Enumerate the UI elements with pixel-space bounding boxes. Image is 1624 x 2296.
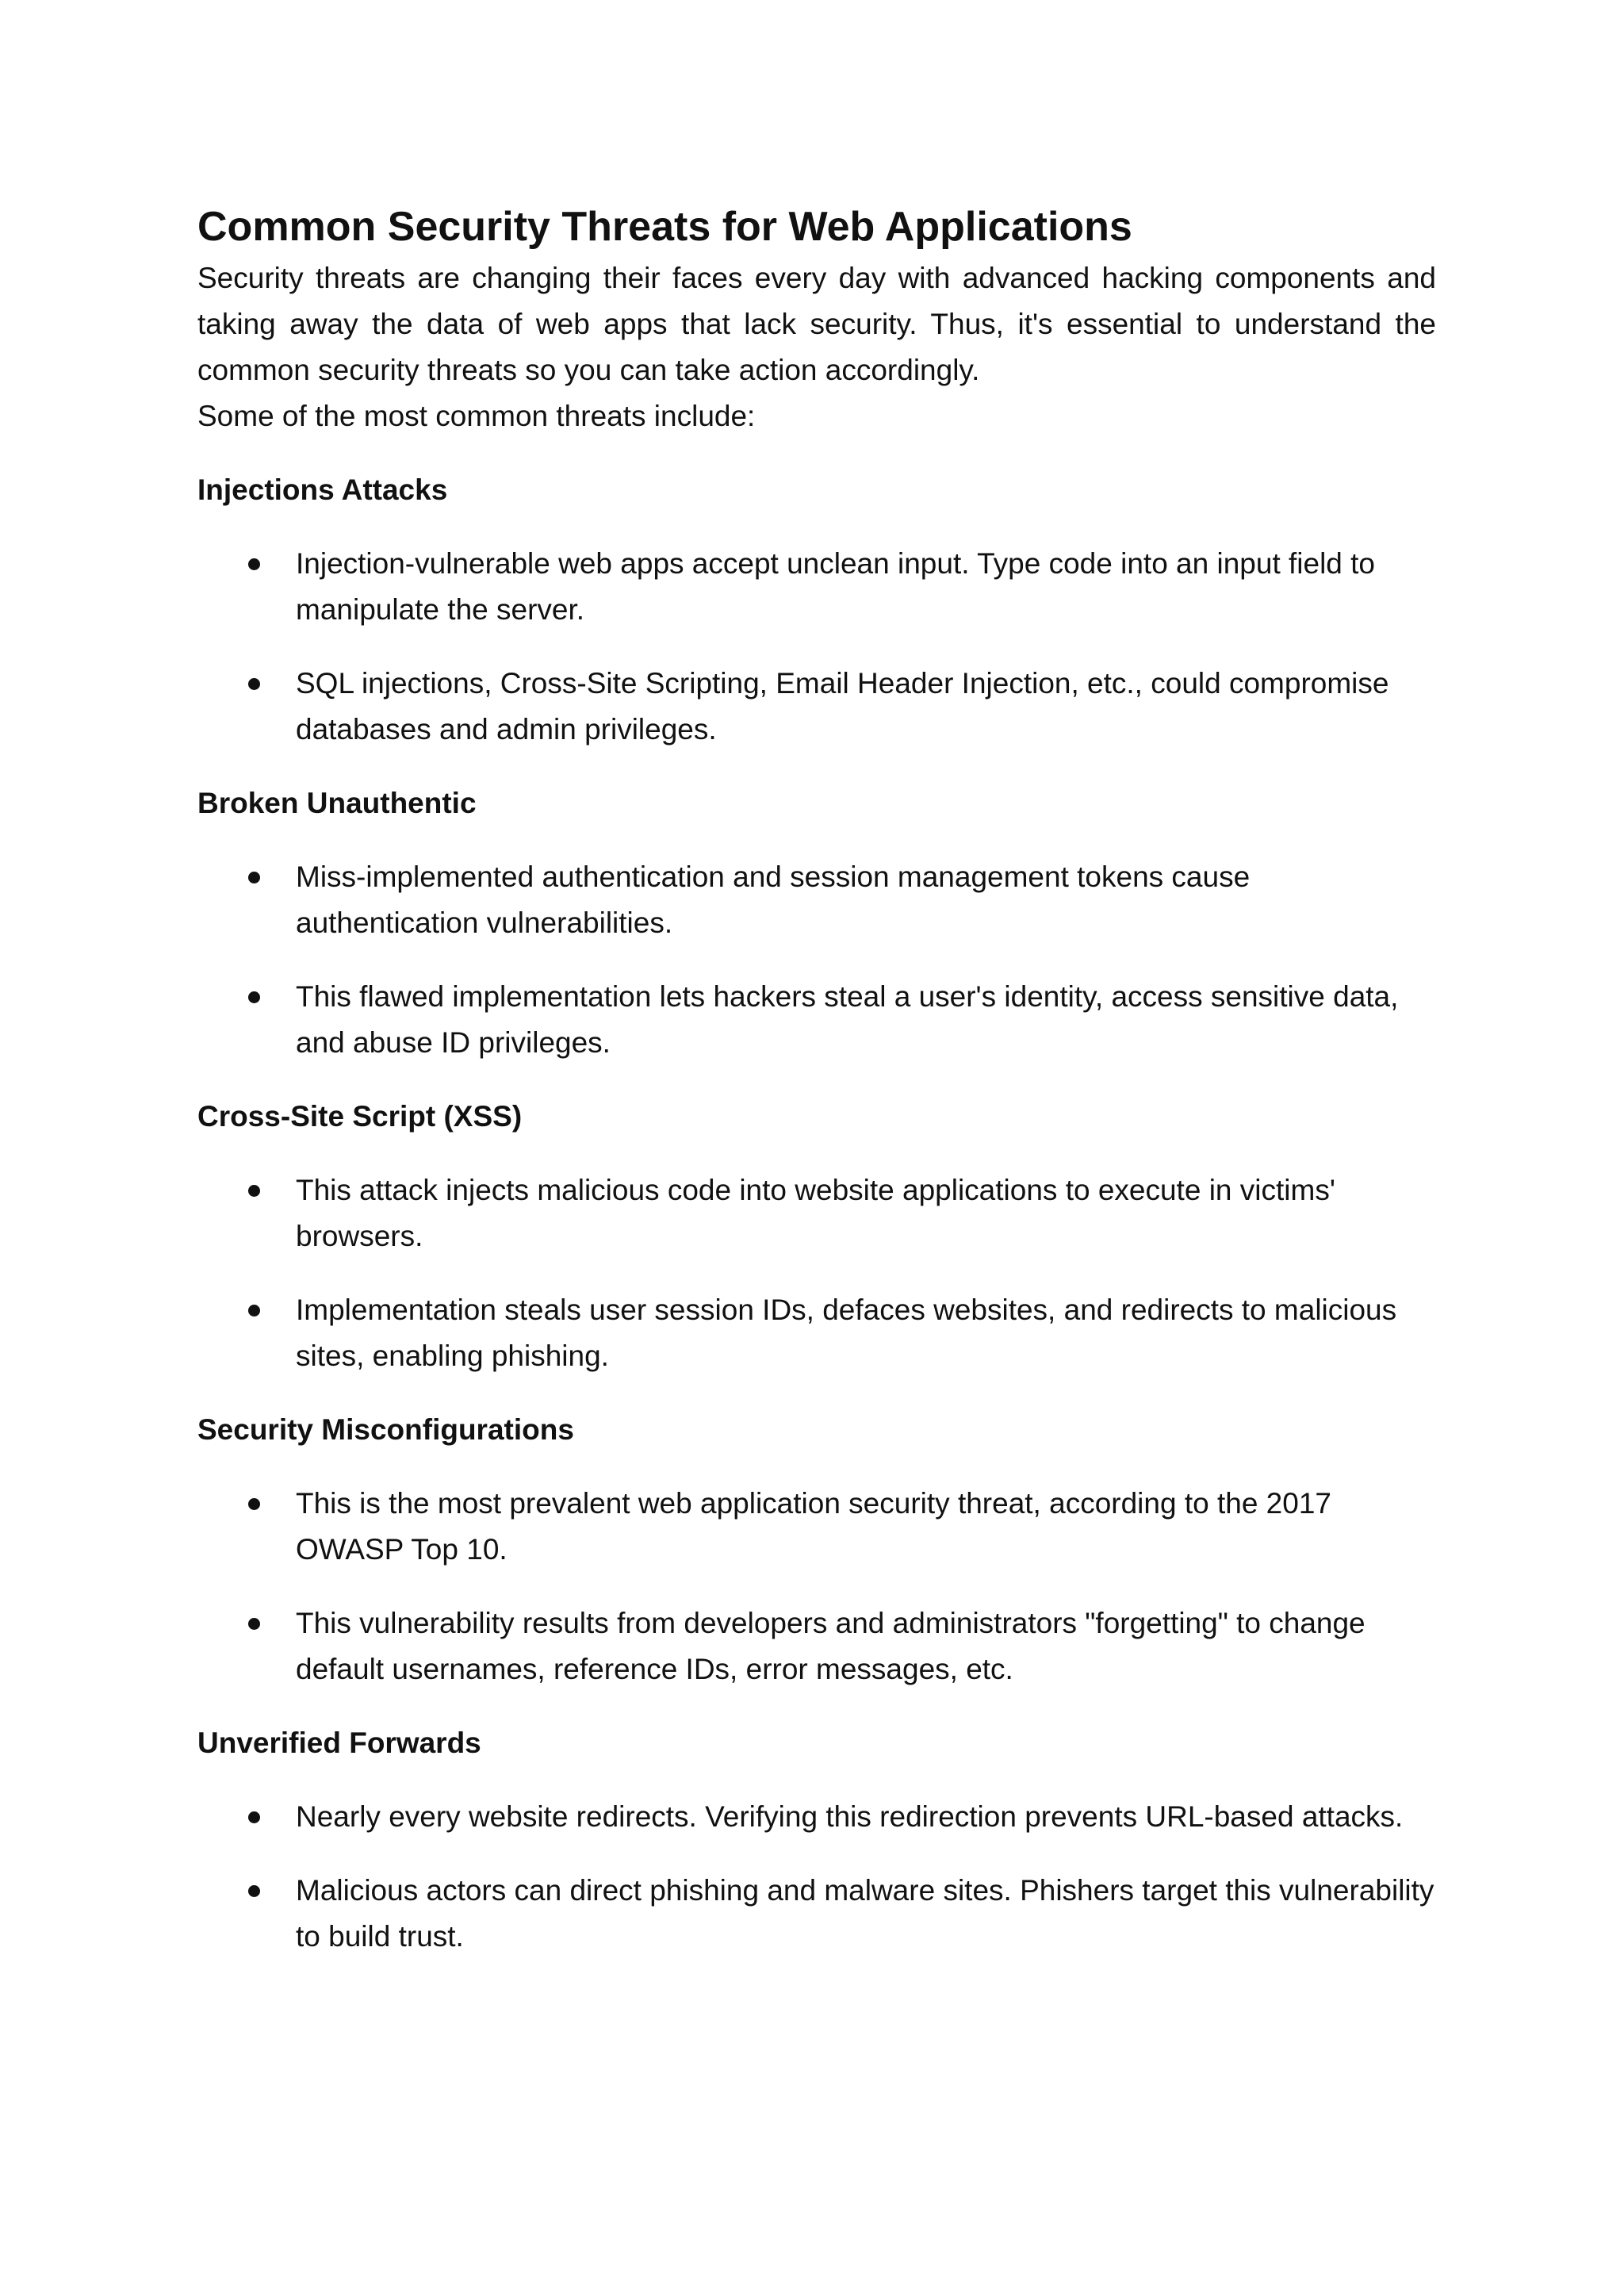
- bullet-list: [197, 1481, 1436, 1692]
- list-item-text: This vulnerability results from developers and administrators "forgetting" to change default usernames, reference IDs, error messages, etc.: [296, 1607, 1365, 1685]
- section-heading: Cross-Site Script (XSS): [197, 1100, 523, 1133]
- page-title: Common Security Threats for Web Applications: [197, 204, 1132, 250]
- list-item-text: Injection-vulnerable web apps accept unclean input. Type code into an input field to manipulate the server.: [296, 547, 1376, 626]
- bullet-dot-icon: [248, 991, 260, 1003]
- list-item-text: Miss-implemented authentication and session management tokens cause authentication vulnerabilities.: [296, 861, 1251, 939]
- bullet-dot-icon: [248, 1498, 260, 1510]
- bullet-dot-icon: [248, 1811, 260, 1823]
- list-item-text: Malicious actors can direct phishing and malware sites. Phishers target this vulnerability to build trust.: [296, 1874, 1434, 1953]
- list-item: [197, 1794, 1436, 1840]
- bullet-dot-icon: [248, 1618, 260, 1630]
- list-item: [197, 541, 1436, 633]
- list-item: [197, 1167, 1436, 1259]
- list-item: [197, 661, 1436, 753]
- lead-paragraph: Some of the most common threats include:: [197, 400, 756, 432]
- list-item: [197, 854, 1436, 946]
- bullet-dot-icon: [248, 1885, 260, 1897]
- section-unverified-forwards: [197, 1720, 1436, 1960]
- list-item-text: This is the most prevalent web application security threat, according to the 2017 OWASP Top 10.: [296, 1487, 1331, 1566]
- bullet-dot-icon: [248, 1305, 260, 1317]
- section-broken-unauthentic: [197, 780, 1436, 1066]
- section-heading: Broken Unauthentic: [197, 787, 477, 819]
- list-item: [197, 1287, 1436, 1379]
- bullet-dot-icon: [248, 558, 260, 570]
- section-heading: Injections Attacks: [197, 473, 448, 506]
- section-injections: [197, 467, 1436, 753]
- bullet-dot-icon: [248, 872, 260, 884]
- list-item-text: SQL injections, Cross-Site Scripting, Email Header Injection, etc., could compromise databases and admin privileges.: [296, 667, 1389, 746]
- list-item: [197, 1600, 1436, 1692]
- bullet-dot-icon: [248, 1185, 260, 1197]
- list-item-text: Nearly every website redirects. Verifying this redirection prevents URL-based attacks.: [296, 1800, 1404, 1833]
- bullet-list: [197, 1794, 1436, 1960]
- bullet-dot-icon: [248, 678, 260, 690]
- list-item: [197, 1868, 1436, 1960]
- list-item: [197, 974, 1436, 1066]
- section-heading: Unverified Forwards: [197, 1727, 481, 1759]
- list-item-text: This flawed implementation lets hackers steal a user's identity, access sensitive data, and abuse ID privileges.: [296, 980, 1399, 1059]
- intro-paragraph: Security threats are changing their faces every day with advanced hacking components and taking away the data of web apps that lack security. Thus, it's essential to understand the common security threats so you can take action accordingly.: [197, 262, 1436, 386]
- document-page: [197, 198, 1436, 1960]
- section-xss: [197, 1094, 1436, 1379]
- list-item: [197, 1481, 1436, 1573]
- bullet-list: [197, 854, 1436, 1066]
- bullet-list: [197, 1167, 1436, 1379]
- list-item-text: Implementation steals user session IDs, defaces websites, and redirects to malicious sites, enabling phishing.: [296, 1294, 1397, 1372]
- section-heading: Security Misconfigurations: [197, 1413, 574, 1446]
- bullet-list: [197, 541, 1436, 753]
- section-security-misconfigurations: [197, 1407, 1436, 1692]
- list-item-text: This attack injects malicious code into website applications to execute in victims' browsers.: [296, 1174, 1335, 1252]
